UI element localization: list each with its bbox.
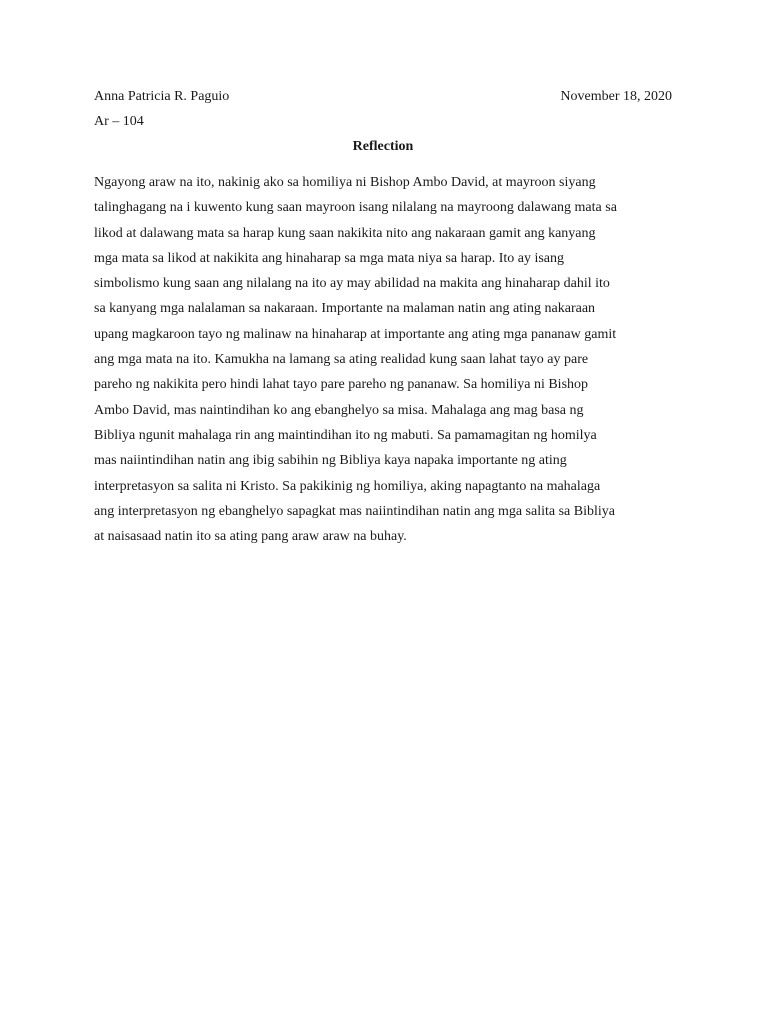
body-line: Ambo David, mas naintindihan ko ang ebanghelyo sa misa. Mahalaga ang mag basa ng (94, 402, 584, 418)
document-date: November 18, 2020 (560, 89, 672, 104)
body-line: mga mata sa likod at nakikita ang hinaharap sa mga mata niya sa harap. Ito ay isang (94, 250, 565, 266)
course-code: Ar – 104 (94, 114, 144, 129)
author-name: Anna Patricia R. Paguio (94, 89, 230, 104)
body-line: ang interpretasyon ng ebanghelyo sapagkat mas naiintindihan natin ang mga salita sa Bibliya (94, 503, 615, 519)
body-line: simbolismo kung saan ang nilalang na ito ay may abilidad na makita ang hinaharap dahil ito (94, 276, 610, 292)
body-line: talinghagang na i kuwento kung saan mayroon isang nilalang na mayroong dalawang mata sa (94, 200, 617, 216)
body-line: likod at dalawang mata sa harap kung saan nakikita nito ang nakaraan gamit ang kanyang (94, 225, 596, 241)
body-line: pareho ng nakikita pero hindi lahat tayo pare pareho ng pananaw. Sa homiliya ni Bishop (94, 377, 589, 393)
header-row (94, 88, 672, 106)
document-title: Reflection (352, 139, 414, 154)
body-paragraph (94, 170, 684, 549)
body-line: Bibliya ngunit mahalaga rin ang maintindihan ito ng mabuti. Sa pamamagitan ng homilya (94, 427, 597, 443)
body-line: at naisasaad natin ito sa ating pang araw araw na buhay. (94, 529, 407, 545)
body-line: Ngayong araw na ito, nakinig ako sa homiliya ni Bishop Ambo David, at mayroon siyang (94, 175, 596, 190)
body-line: mas naiintindihan natin ang ibig sabihin ng Bibliya kaya napaka importante ng ating (94, 453, 567, 469)
body-line: ang mga mata na ito. Kamukha na lamang sa ating realidad kung saan lahat tayo ay pare (94, 352, 589, 368)
body-line: sa kanyang mga nalalaman sa nakaraan. Importante na malaman natin ang ating nakaraan (94, 301, 596, 317)
body-line: upang magkaroon tayo ng malinaw na hinaharap at importante ang ating mga pananaw gamit (94, 326, 617, 342)
body-line: interpretasyon sa salita ni Kristo. Sa pakikinig ng homiliya, aking napagtanto na mahalaga (94, 478, 601, 494)
